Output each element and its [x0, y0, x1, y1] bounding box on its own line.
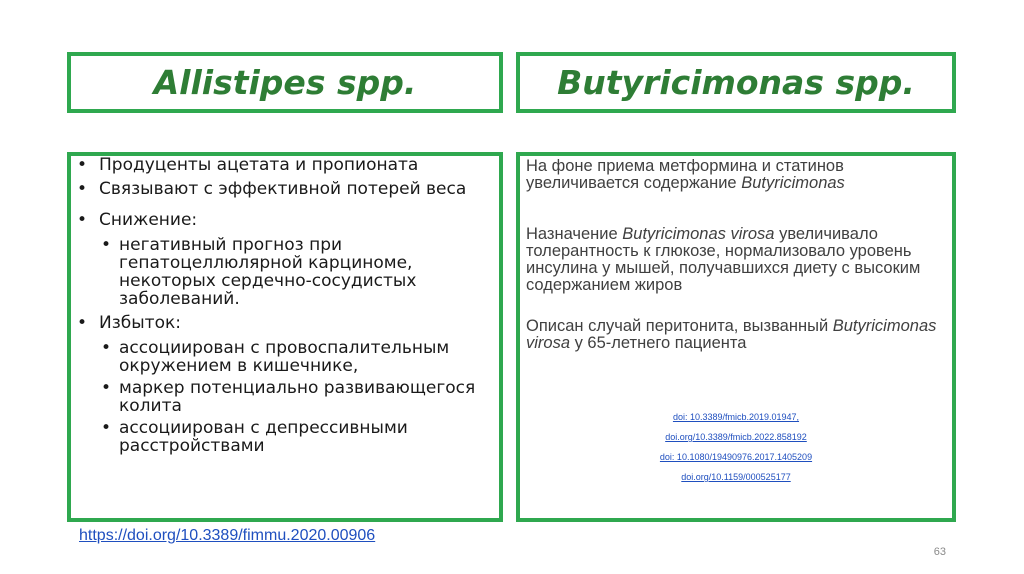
title-box-allistipes [67, 52, 503, 113]
paragraph-text: Назначение [526, 225, 623, 243]
reference-link[interactable]: doi: 10.3389/fmicb.2019.01947, [672, 412, 800, 422]
page-number: 63 [933, 546, 946, 558]
paragraph-metformin [526, 158, 946, 192]
title-box-butyricimonas [516, 52, 956, 113]
paragraph-text: у 65-летнего пациента [570, 334, 747, 352]
reference-link[interactable]: doi: 10.1080/19490976.2017.1405209 [659, 452, 813, 462]
list-item [75, 156, 495, 175]
title-allistipes: Allistipes spp. [153, 63, 417, 102]
species-name: Butyricimonas virosa [622, 225, 775, 243]
paragraph-text: увеличивало толерантность к глюкозе, нормализовало уровень инсулина у мышей, получавшихся диету с высоким содержанием жиров [526, 225, 921, 294]
sub-list [99, 236, 495, 308]
list-item [75, 211, 495, 308]
species-name: Butyricimonas virosa [526, 317, 937, 352]
list-item [75, 180, 495, 199]
paragraph-peritonitis [526, 318, 946, 352]
sub-bullet-text: ассоциирован с провоспалительным окружением в кишечнике, [119, 338, 450, 376]
sub-bullet-text: негативный прогноз при гепатоцеллюлярной карциноме, некоторых сердечно-сосудистых заболеваний. [119, 235, 417, 309]
species-name: Butyricimonas [741, 174, 845, 192]
sub-bullet-text: маркер потенциально развивающегося колита [119, 378, 476, 416]
allistipes-content-box [67, 152, 503, 522]
reference-link[interactable]: doi.org/10.3389/fmicb.2022.858192 [665, 432, 807, 442]
paragraph-glucose-tolerance [526, 226, 946, 294]
bullet-text: Связывают с эффективной потерей веса [99, 179, 467, 199]
allistipes-bullet-list [75, 156, 495, 461]
paragraph-text: На фоне приема метформина и статинов увеличивается содержание [526, 157, 844, 192]
source-doi-link[interactable]: https://doi.org/10.3389/fimmu.2020.00906 [79, 527, 376, 544]
sub-list-item [99, 236, 495, 308]
bullet-text: Снижение: [99, 210, 198, 230]
sub-bullet-text: ассоциирован с депрессивными расстройствами [119, 418, 408, 456]
title-butyricimonas: Butyricimonas spp. [557, 63, 915, 102]
sub-list [99, 339, 495, 455]
reference-links [520, 412, 952, 492]
sub-list-item [99, 419, 495, 455]
bullet-text: Избыток: [99, 313, 181, 333]
butyricimonas-content-box [516, 152, 956, 522]
reference-link[interactable]: doi.org/10.1159/000525177 [681, 472, 791, 482]
sub-list-item [99, 379, 495, 415]
paragraph-text: Описан случай перитонита, вызванный [526, 317, 833, 335]
list-item [75, 314, 495, 455]
sub-list-item [99, 339, 495, 375]
bullet-text: Продуценты ацетата и пропионата [99, 155, 419, 175]
